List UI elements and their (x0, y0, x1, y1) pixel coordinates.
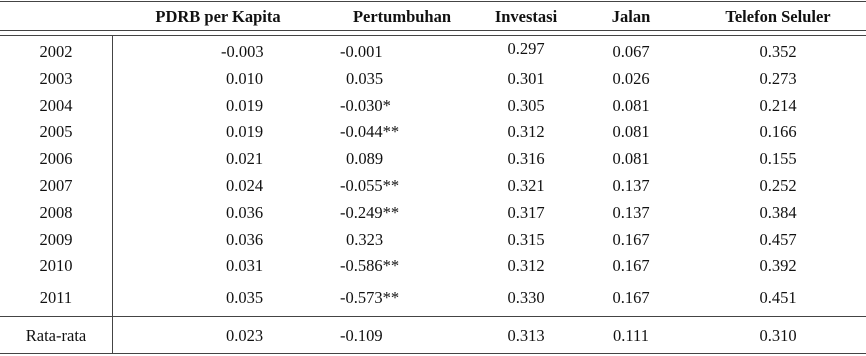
average-separator-rule (0, 316, 866, 317)
growth-cell: 0.089 (346, 149, 384, 168)
average-label: Rata-rata (25, 326, 87, 345)
growth-cell: -0.249** (340, 203, 400, 222)
growth-cell: 0.323 (346, 230, 384, 249)
growth-cell: -0.586** (340, 256, 400, 275)
pdrb-cell: 0.019 (226, 122, 264, 141)
road-cell: 0.026 (612, 69, 650, 88)
pdrb-cell: 0.031 (226, 256, 264, 275)
pdrb-cell: 0.035 (226, 288, 264, 307)
phone-cell: 0.384 (759, 203, 797, 222)
average-growth-cell: -0.109 (340, 326, 383, 345)
phone-cell: 0.214 (759, 96, 797, 115)
header-cell-pdrb: PDRB per Kapita (155, 7, 281, 26)
road-cell: 0.167 (612, 288, 650, 307)
investment-cell: 0.330 (507, 288, 545, 307)
header-bottom-rule-double (0, 35, 866, 36)
growth-cell: -0.573** (340, 288, 400, 307)
table-bottom-rule (0, 353, 866, 354)
year-cell: 2009 (39, 230, 73, 249)
header-cell-growth: Pertumbuhan (352, 7, 452, 26)
growth-cell: 0.035 (346, 69, 384, 88)
pdrb-cell: 0.021 (226, 149, 264, 168)
header-cell-year (0, 5, 112, 29)
road-cell: 0.067 (612, 42, 650, 61)
road-cell: 0.081 (612, 122, 650, 141)
pdrb-cell: 0.024 (226, 176, 264, 195)
year-cell: 2008 (39, 203, 73, 222)
growth-cell: -0.030* (340, 96, 391, 115)
road-cell: 0.137 (612, 176, 650, 195)
phone-cell: 0.451 (759, 288, 797, 307)
investment-cell: 0.297 (507, 39, 545, 58)
phone-cell: 0.392 (759, 256, 797, 275)
year-cell: 2002 (39, 42, 73, 61)
year-cell: 2004 (39, 96, 73, 115)
phone-cell: 0.273 (759, 69, 797, 88)
growth-cell: -0.044** (340, 122, 400, 141)
investment-cell: 0.317 (507, 203, 545, 222)
phone-cell: 0.252 (759, 176, 797, 195)
year-cell: 2011 (39, 288, 73, 307)
table-top-rule (0, 1, 866, 2)
road-cell: 0.167 (612, 230, 650, 249)
year-cell: 2007 (39, 176, 73, 195)
phone-cell: 0.457 (759, 230, 797, 249)
pdrb-cell: 0.036 (226, 230, 264, 249)
header-cell-road: Jalan (611, 7, 651, 26)
year-cell: 2005 (39, 122, 73, 141)
phone-cell: 0.155 (759, 149, 797, 168)
phone-cell: 0.352 (759, 42, 797, 61)
road-cell: 0.167 (612, 256, 650, 275)
pdrb-cell: 0.010 (226, 69, 264, 88)
investment-cell: 0.321 (507, 176, 545, 195)
road-cell: 0.081 (612, 96, 650, 115)
investment-cell: 0.312 (507, 256, 545, 275)
investment-cell: 0.315 (507, 230, 545, 249)
header-cell-phone: Telefon Seluler (725, 7, 831, 26)
pdrb-cell: 0.019 (226, 96, 264, 115)
investment-cell: 0.316 (507, 149, 545, 168)
year-cell: 2003 (39, 69, 73, 88)
average-investment-cell: 0.313 (507, 326, 545, 345)
pdrb-cell: -0.003 (221, 42, 264, 61)
average-road-cell: 0.111 (613, 326, 649, 345)
average-pdrb-cell: 0.023 (226, 326, 264, 345)
road-cell: 0.081 (612, 149, 650, 168)
road-cell: 0.137 (612, 203, 650, 222)
average-phone-cell: 0.310 (759, 326, 797, 345)
growth-cell: -0.001 (340, 42, 383, 61)
year-cell: 2010 (39, 256, 73, 275)
growth-cell: -0.055** (340, 176, 400, 195)
header-cell-investment: Investasi (494, 7, 558, 26)
pdrb-cell: 0.036 (226, 203, 264, 222)
header-bottom-rule (0, 30, 866, 31)
investment-cell: 0.312 (507, 122, 545, 141)
investment-cell: 0.301 (507, 69, 545, 88)
year-cell: 2006 (39, 149, 73, 168)
phone-cell: 0.166 (759, 122, 797, 141)
investment-cell: 0.305 (507, 96, 545, 115)
